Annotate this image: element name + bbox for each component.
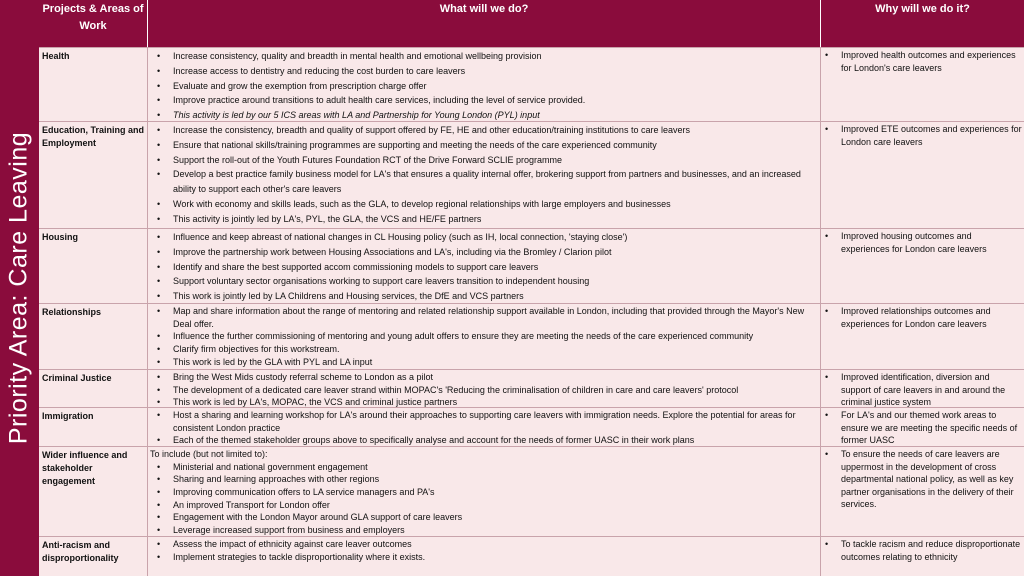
list-item: • Host a sharing and learning workshop for LA's around their approaches to supporting care leavers with immigration needs. Explore the potential for areas for consistent London practice bbox=[157, 409, 816, 434]
list-item: • Improve practice around transitions to adult health care services, including the level of service provided. bbox=[157, 93, 816, 108]
list-item: • Improved health outcomes and experiences for London's care leavers bbox=[825, 49, 1022, 74]
list-item: • Support the roll-out of the Youth Futures Foundation RCT of the Drive Forward SCLIE programme bbox=[157, 153, 816, 168]
list-item: • Bring the West Mids custody referral scheme to London as a pilot bbox=[157, 371, 816, 384]
row-title: Criminal Justice bbox=[39, 370, 148, 407]
list-item: • The development of a dedicated care leaver strand within MOPAC's 'Reducing the criminalisation of children in care and care leavers' protocol bbox=[157, 384, 816, 397]
row-what bbox=[148, 447, 821, 536]
list-item: • Evaluate and grow the exemption from prescription charge offer bbox=[157, 79, 816, 94]
row-title: Wider influence and stakeholder engagement bbox=[39, 447, 148, 536]
table-row bbox=[39, 446, 1024, 536]
priority-area-title: Priority Area: Care Leaving bbox=[4, 131, 33, 445]
list-item: • Improved housing outcomes and experiences for London care leavers bbox=[825, 230, 1022, 255]
row-title: Anti-racism and disproportionality bbox=[39, 537, 148, 576]
list-item: • Work with economy and skills leads, such as the GLA, to develop regional relationships with large employers and businesses bbox=[157, 197, 816, 212]
list-item: • This activity is led by our 5 ICS areas with LA and Partnership for Young London (PYL) input bbox=[157, 108, 816, 123]
side-banner bbox=[0, 0, 39, 576]
row-title: Housing bbox=[39, 229, 148, 303]
table-row bbox=[39, 228, 1024, 303]
list-item: • Ministerial and national government engagement bbox=[157, 461, 816, 474]
list-item: • Engagement with the London Mayor around GLA support of care leavers bbox=[157, 511, 816, 524]
list-item: • Improved ETE outcomes and experiences for London care leavers bbox=[825, 123, 1022, 148]
header-what: What will we do? bbox=[148, 0, 821, 47]
list-item: • Clarify firm objectives for this workstream. bbox=[157, 343, 816, 356]
list-item: • Improve the partnership work between Housing Associations and LA's, including via the Bromley / Clarion pilot bbox=[157, 245, 816, 260]
table-row bbox=[39, 121, 1024, 228]
list-item: • Assess the impact of ethnicity against care leaver outcomes bbox=[157, 538, 816, 551]
row-why bbox=[821, 408, 1024, 446]
work-table bbox=[39, 0, 1024, 576]
row-what bbox=[148, 229, 821, 303]
list-item: • Sharing and learning approaches with other regions bbox=[157, 473, 816, 486]
row-why bbox=[821, 304, 1024, 369]
list-item: • This activity is jointly led by LA's, PYL, the GLA, the VCS and HE/FE partners bbox=[157, 212, 816, 227]
table-row bbox=[39, 536, 1024, 576]
list-item: • An improved Transport for London offer bbox=[157, 499, 816, 512]
table-row bbox=[39, 407, 1024, 446]
list-item: • Leverage increased support from business and employers bbox=[157, 524, 816, 537]
row-what bbox=[148, 408, 821, 446]
row-why bbox=[821, 48, 1024, 121]
header-why: Why will we do it? bbox=[821, 0, 1024, 47]
list-item: • This work is jointly led by LA Childrens and Housing services, the DfE and VCS partners bbox=[157, 289, 816, 304]
list-item: • Influence and keep abreast of national changes in CL Housing policy (such as IH, local connection, 'staying close') bbox=[157, 230, 816, 245]
list-item: • This work is led by the GLA with PYL and LA input bbox=[157, 356, 816, 369]
list-item: • Increase consistency, quality and breadth in mental health and emotional wellbeing provision bbox=[157, 49, 816, 64]
list-item: • To ensure the needs of care leavers are uppermost in the development of cross departmental national policy, as well as key partner organisations in the delivery of their services. bbox=[825, 448, 1022, 511]
list-item: • Improved relationships outcomes and experiences for London care leavers bbox=[825, 305, 1022, 330]
row-why bbox=[821, 122, 1024, 228]
row-title: Education, Training and Employment bbox=[39, 122, 148, 228]
list-item: • Map and share information about the range of mentoring and related relationship support available in London, including that provided through the Mayor's New Deal offer. bbox=[157, 305, 816, 330]
row-why bbox=[821, 370, 1024, 407]
list-item: • Develop a best practice family business model for LA's that ensures a quality internal offer, brokering support from partners and businesses, and an increased ability to support each other's care leavers bbox=[157, 167, 816, 197]
list-item: • Ensure that national skills/training programmes are supporting and meeting the needs of the care experienced community bbox=[157, 138, 816, 153]
row-what bbox=[148, 304, 821, 369]
row-title: Immigration bbox=[39, 408, 148, 446]
table-row bbox=[39, 47, 1024, 121]
list-item: • For LA's and our themed work areas to ensure we are meeting the specific needs of former UASC bbox=[825, 409, 1022, 447]
list-item: • Support voluntary sector organisations working to support care leavers transition to independent housing bbox=[157, 274, 816, 289]
row-title: Relationships bbox=[39, 304, 148, 369]
row-what bbox=[148, 537, 821, 576]
list-item: • Increase access to dentistry and reducing the cost burden to care leavers bbox=[157, 64, 816, 79]
list-item: • This work is led by LA's, MOPAC, the VCS and criminal justice partners bbox=[157, 396, 816, 409]
row-intro: To include (but not limited to): bbox=[150, 449, 268, 459]
list-item: • Influence the further commissioning of mentoring and young adult offers to ensure they are meeting the needs of the care experienced community bbox=[157, 330, 816, 343]
row-why bbox=[821, 537, 1024, 576]
row-why bbox=[821, 447, 1024, 536]
row-what bbox=[148, 122, 821, 228]
table-row bbox=[39, 303, 1024, 369]
list-item: • Improving communication offers to LA service managers and PA's bbox=[157, 486, 816, 499]
list-item: • Identify and share the best supported accom commissioning models to support care leavers bbox=[157, 260, 816, 275]
table-row bbox=[39, 369, 1024, 407]
row-why bbox=[821, 229, 1024, 303]
row-what bbox=[148, 48, 821, 121]
list-item: • Increase the consistency, breadth and quality of support offered by FE, HE and other education/training institutions to care leavers bbox=[157, 123, 816, 138]
list-item: • Improved identification, diversion and support of care leavers in and around the criminal justice system bbox=[825, 371, 1022, 409]
row-what bbox=[148, 370, 821, 407]
row-title: Health bbox=[39, 48, 148, 121]
header-projects: Projects & Areas of Work bbox=[39, 0, 148, 47]
list-item: • Implement strategies to tackle disproportionality where it exists. bbox=[157, 551, 816, 564]
list-item: • Each of the themed stakeholder groups above to specifically analyse and account for the needs of former UASC in their work plans bbox=[157, 434, 816, 447]
list-item: • To tackle racism and reduce disproportionate outcomes relating to ethnicity bbox=[825, 538, 1022, 563]
